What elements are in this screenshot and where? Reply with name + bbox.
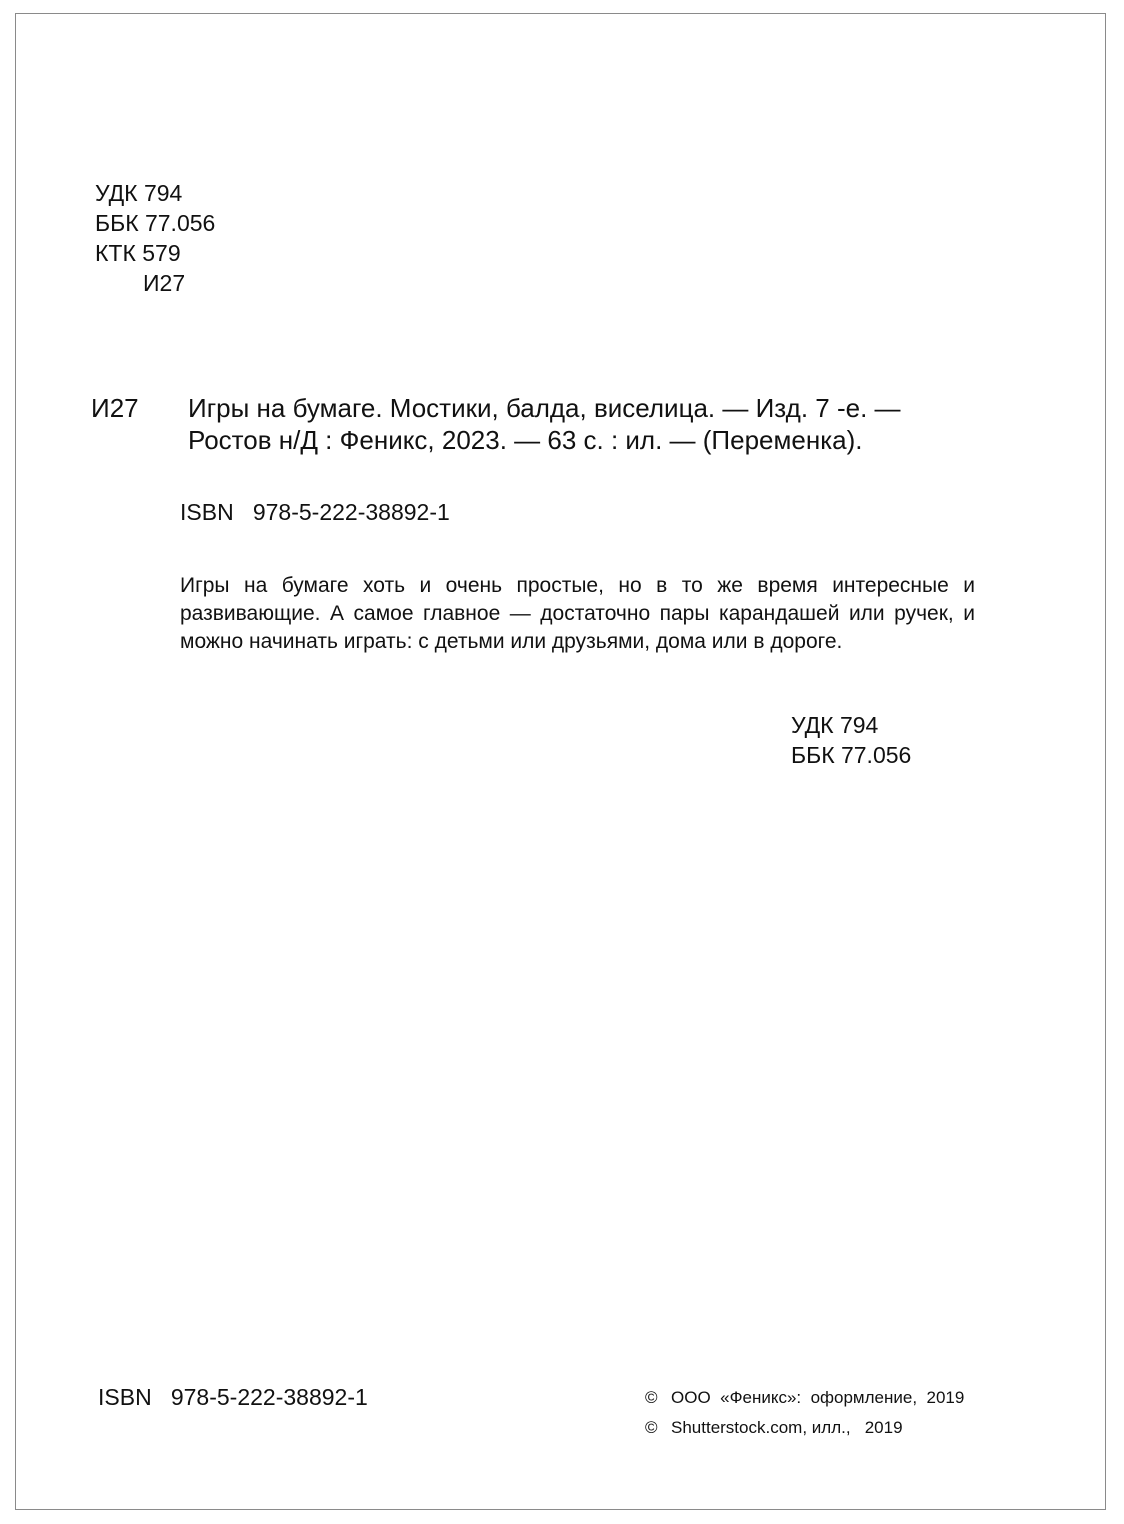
bibliographic-line-2: Ростов н/Д : Феникс, 2023. — 63 с. : ил. — (Переменка).: [188, 425, 863, 455]
isbn-bottom: ISBN 978-5-222-38892-1: [98, 1384, 368, 1410]
ktk-code: КТК 579: [95, 240, 181, 266]
copyright-icon: ©: [645, 1388, 658, 1407]
copyright-text-1: ООО «Феникс»: оформление, 2019: [671, 1388, 965, 1407]
bibliographic-entry: [188, 392, 901, 456]
copyright-line-2: [645, 1413, 964, 1443]
annotation-text: Игры на бумаге хоть и очень простые, но в то же время интересные и развивающие. А самое главное — достаточно пары карандашей или ручек, и можно начинать играть: с детьми или друзьями, дома или в дороге.: [180, 574, 975, 653]
copyright-line-1: [645, 1383, 964, 1413]
classification-codes-right: [791, 710, 911, 770]
isbn-entry: ISBN 978-5-222-38892-1: [180, 499, 450, 525]
bbk-code-right: ББК 77.056: [791, 742, 912, 768]
udk-code: УДК 794: [95, 180, 183, 206]
copyright-block: [645, 1383, 964, 1443]
copyright-text-2: Shutterstock.com, илл., 2019: [671, 1418, 903, 1437]
bibliographic-line-1: Игры на бумаге. Мостики, балда, виселица. — Изд. 7 -е. —: [188, 393, 901, 423]
udk-code-right: УДК 794: [791, 712, 879, 738]
classification-codes-top: [95, 178, 215, 298]
copyright-icon: ©: [645, 1418, 658, 1437]
bbk-code: ББК 77.056: [95, 210, 216, 236]
author-mark-code: И27: [143, 270, 186, 296]
bibliographic-author-mark: И27: [91, 393, 139, 423]
